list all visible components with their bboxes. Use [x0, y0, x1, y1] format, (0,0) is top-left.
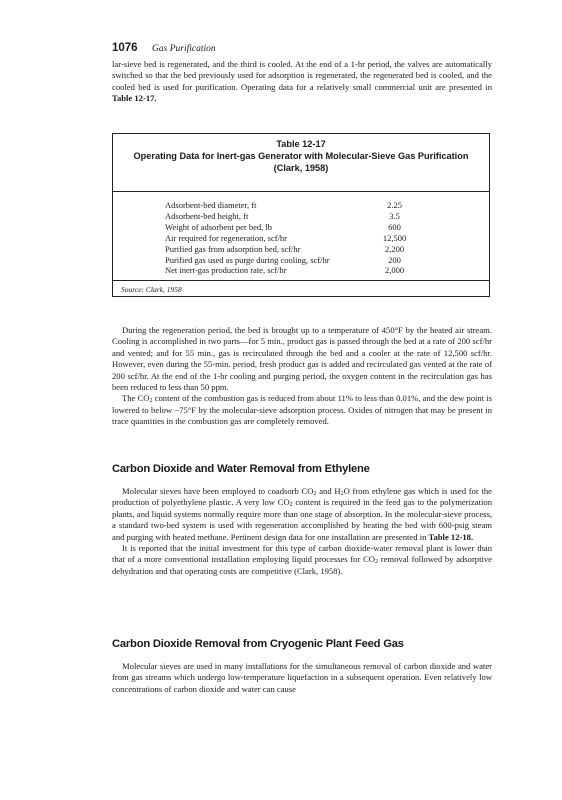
- table-rows: [165, 200, 417, 276]
- table-row: Air required for regeneration, scf/hr 12,500: [165, 232, 407, 243]
- table-row: Adsorbent-bed height, ft 3.5: [165, 210, 400, 221]
- section-heading-cryogenic: Carbon Dioxide Removal from Cryogenic Plant Feed Gas: [112, 638, 404, 650]
- body-text-2: [112, 486, 492, 577]
- paragraph-ethylene: Molecular sieves have been employed to coadsorb $CO_2$ and $H_2O$ from ethylene gas which is used for the production of polyethylene plastic. A very low $CO_2$ content is required in the feed gas to the polymerization plants, and liquid systems normally require more than one stage of absorption. In the molecular-sieve process, a standard two-bed system is used with regeneration accomplished by heating the bed with 600-psig steam and purging with heated methane. Pertinent design data for one installation are presented in Table 12-18.: [112, 486, 492, 542]
- table-number: Table 12-17: [276, 139, 326, 149]
- running-header: [112, 38, 492, 56]
- body-text-1: [112, 325, 492, 428]
- paragraph-cryogenic: Molecular sieves are used in many installations for the simultaneous removal of carbon dioxide and water from gas streams which undergo low-temperature liquefaction in a subsequent operation. Even relatively low concentrations of carbon dioxide and water can cause: [112, 661, 492, 694]
- table-top-rule: [113, 191, 489, 192]
- intro-text: lar-sieve bed is regenerated, and the third is cooled. At the end of a 1-hr period, the valves are automatically switched so that the bed previously used for adsorption is regenerated, the regenerated bed is cooled, and the cooled bed is used for purification. Operating data for a relatively small commercial unit are presented in: [112, 59, 492, 92]
- table-12-17: [112, 133, 490, 297]
- table-12-18-ref: Table 12-18.: [428, 531, 474, 542]
- intro-paragraph: [112, 59, 492, 105]
- section-heading-ethylene: Carbon Dioxide and Water Removal from Ethylene: [112, 463, 370, 475]
- table-source: Source: Clark, 1958: [121, 285, 182, 294]
- table-bottom-rule: [113, 280, 489, 281]
- table-row: Net inert-gas production rate, scf/hr 2,000: [165, 265, 405, 276]
- table-title: Operating Data for Inert-gas Generator with Molecular-Sieve Gas Purification: [133, 150, 469, 161]
- running-title: Gas Purification: [152, 44, 216, 54]
- body-text-3: [112, 661, 492, 695]
- paragraph-regeneration: During the regeneration period, the bed is brought up to a temperature of 450°F by the heated air stream. Cooling is accomplished in two parts—for 5 min., product gas is passed through the bed at a rate of 200 scf/hr and vented; and for 55 min., gas is recirculated through the bed and a cooler at the rate of 12,500 scf/hr. However, even during the 55-min. period, fresh product gas is added and recirculated gas vented at the rate of 200 scf/hr. At the end of the 1-hr cooling and purging period, the oxygen content in the recirculation gas has been reduced to less than 50 ppm.: [112, 325, 492, 393]
- table-row: Purified gas used as purge during cooling, scf/hr 200: [165, 254, 401, 265]
- paragraph-co2-content: The $CO_2$ content of the combustion gas is reduced from about 11% to less than 0.01%, and the dew point is lowered to below −75°F by the molecular-sieve adsorption process. Oxides of nitrogen that may be present in trace quantities in the combustion gas are completely removed.: [112, 393, 492, 427]
- intro-table-ref: Table 12-17.: [112, 93, 157, 104]
- table-row: Purified gas from adsorption bed, scf/hr 2,200: [165, 243, 405, 254]
- paragraph-investment: It is reported that the initial investment for this type of carbon dioxide-water removal plant is lower than that of a more conventional installation employing liquid processes for $CO_2$ removal followed by adsorptive dehydration and that operating costs are competitive (Clark, 1958).: [112, 543, 492, 576]
- table-row: Weight of adsorbent per bed, lb 600: [165, 221, 401, 232]
- table-citation: (Clark, 1958): [273, 162, 329, 173]
- table-row: Adsorbent-bed diameter, ft 2.25: [165, 200, 402, 210]
- page-number: 1076: [112, 42, 138, 54]
